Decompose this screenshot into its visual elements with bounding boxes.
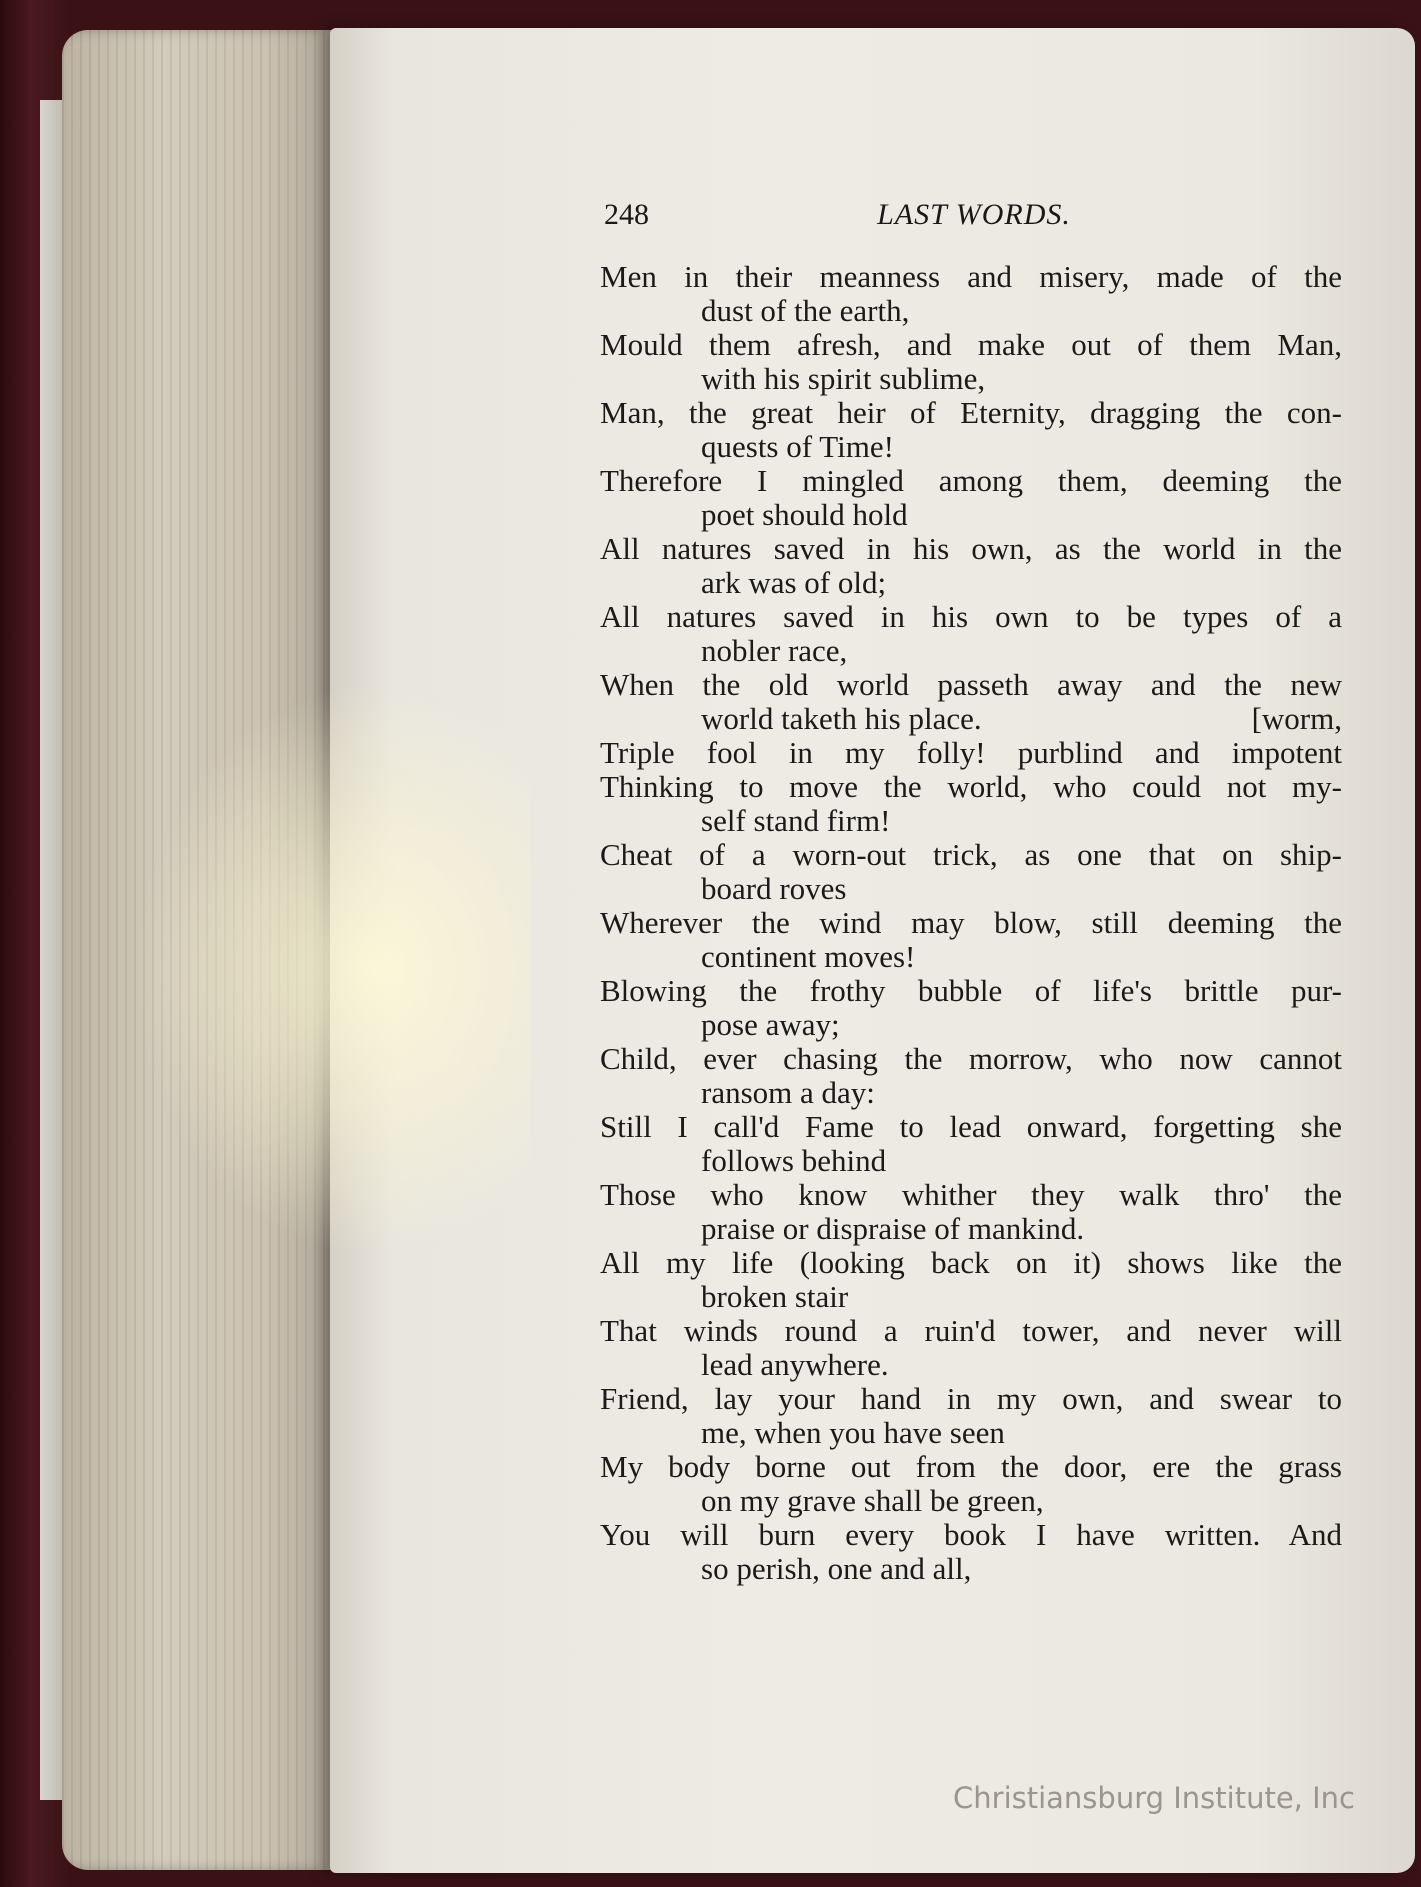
watermark: Christiansburg Institute, Inc xyxy=(953,1781,1355,1815)
poem-text xyxy=(600,260,1342,1586)
poem-line-continuation: poet should hold xyxy=(701,497,908,532)
poem-line: Men in their meanness and misery, made of the xyxy=(600,259,1342,294)
poem-line: All natures saved in his own, as the world in the xyxy=(600,531,1342,566)
poem-line-continuation: me, when you have seen xyxy=(701,1415,1005,1450)
poem-line: Cheat of a worn-out trick, as one that on ship- xyxy=(600,837,1342,872)
poem-line-continuation: lead anywhere. xyxy=(701,1347,889,1382)
poem-line-continuation: board roves xyxy=(701,871,847,906)
poem-line: You will burn every book I have written. And xyxy=(600,1517,1342,1552)
page-number: 248 xyxy=(604,198,649,231)
poem-line-continuation: with his spirit sublime, xyxy=(701,361,986,396)
poem-line-continuation: broken stair xyxy=(701,1279,849,1314)
poem-line: All natures saved in his own to be types of a xyxy=(600,599,1342,634)
poem-line-continuation: ransom a day: xyxy=(701,1075,875,1110)
page-block-edges xyxy=(62,30,352,1870)
poem-line: That winds round a ruin'd tower, and never will xyxy=(600,1313,1342,1348)
poem-line: Wherever the wind may blow, still deeming the xyxy=(600,905,1342,940)
poem-line-continuation xyxy=(600,702,1342,736)
continuation-text: world taketh his place. xyxy=(701,701,982,736)
poem-line-continuation: follows behind xyxy=(701,1143,887,1178)
poem-line-continuation: continent moves! xyxy=(701,939,916,974)
poem-line: Blowing the frothy bubble of life's brittle pur- xyxy=(600,973,1342,1008)
poem-line-continuation: pose away; xyxy=(701,1007,840,1042)
poem-line: Man, the great heir of Eternity, dragging the con- xyxy=(600,395,1342,430)
poem-line: Mould them afresh, and make out of them Man, xyxy=(600,327,1342,362)
poem-line-continuation: dust of the earth, xyxy=(701,293,910,328)
poem-line: Still I call'd Fame to lead onward, forgetting she xyxy=(600,1109,1342,1144)
poem-line-continuation: praise or dispraise of mankind. xyxy=(701,1211,1085,1246)
page-header xyxy=(604,198,1344,238)
poem-line-continuation: so perish, one and all, xyxy=(701,1551,972,1586)
poem-line: Thinking to move the world, who could not my- xyxy=(600,769,1342,804)
poem-line: Triple fool in my folly! purblind and impotent xyxy=(600,735,1342,770)
poem-line-continuation: self stand firm! xyxy=(701,803,891,838)
poem-line: When the old world passeth away and the new xyxy=(600,667,1342,702)
poem-line-continuation: nobler race, xyxy=(701,633,848,668)
poem-line: Friend, lay your hand in my own, and swear to xyxy=(600,1381,1342,1416)
poem-line-continuation: ark was of old; xyxy=(701,565,887,600)
poem-line: Child, ever chasing the morrow, who now cannot xyxy=(600,1041,1342,1076)
poem-line-continuation: on my grave shall be green, xyxy=(701,1483,1044,1518)
running-title: LAST WORDS. xyxy=(877,198,1071,231)
poem-line-continuation: quests of Time! xyxy=(701,429,894,464)
poem-line: All my life (looking back on it) shows like the xyxy=(600,1245,1342,1280)
poem-line: Therefore I mingled among them, deeming the xyxy=(600,463,1342,498)
poem-line: Those who know whither they walk thro' the xyxy=(600,1177,1342,1212)
poem-line: My body borne out from the door, ere the grass xyxy=(600,1449,1342,1484)
turnover-bracket: [worm, xyxy=(1251,701,1342,736)
